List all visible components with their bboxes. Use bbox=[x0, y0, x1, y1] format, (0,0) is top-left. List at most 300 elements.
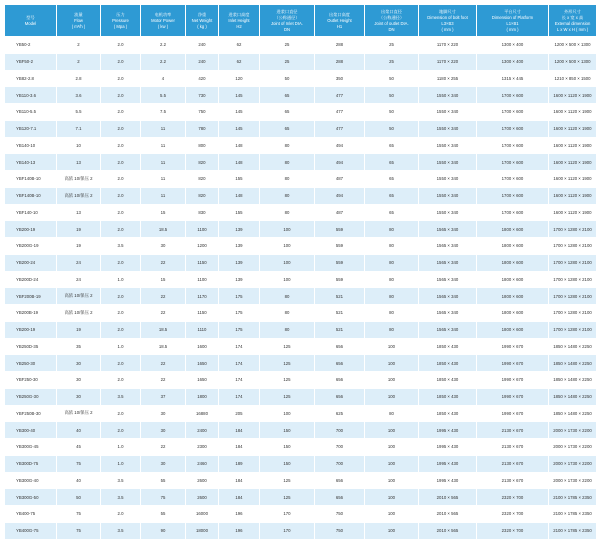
table-cell: 100 bbox=[365, 489, 419, 506]
header-line: H2 bbox=[236, 23, 242, 29]
table-cell: 3.5 bbox=[101, 472, 141, 489]
table-cell: 22 bbox=[141, 372, 186, 389]
table-cell: 350 bbox=[315, 70, 365, 87]
header-line: Flow bbox=[74, 17, 83, 23]
table-cell: 240 bbox=[186, 37, 219, 54]
table-cell: 1.0 bbox=[101, 271, 141, 288]
table-cell: 2130 × 670 bbox=[477, 472, 549, 489]
header-line: 长 x 宽 x 高 bbox=[561, 14, 584, 20]
model-cell: YB200-24 bbox=[5, 254, 57, 271]
table-cell: 2000 × 1730 × 2200 bbox=[549, 422, 597, 439]
model-cell: YB200D-24 bbox=[5, 271, 57, 288]
table-cell: 1550 × 340 bbox=[419, 187, 477, 204]
table-cell: 1170 × 220 bbox=[419, 53, 477, 70]
table-cell: 148 bbox=[219, 154, 260, 171]
table-row bbox=[5, 439, 597, 456]
table-cell: 37 bbox=[141, 388, 186, 405]
table-row bbox=[5, 53, 597, 70]
table-cell: 2000 × 1730 × 2200 bbox=[549, 472, 597, 489]
table-cell: 2.0 bbox=[101, 171, 141, 188]
table-cell: 100 bbox=[365, 522, 419, 539]
column-header bbox=[419, 5, 477, 37]
table-cell: 2320 × 700 bbox=[477, 489, 549, 506]
table-cell: 1180 × 255 bbox=[419, 70, 477, 87]
table-cell: 1200 × 500 × 1300 bbox=[549, 53, 597, 70]
table-cell: 高浓 10/保压 2 bbox=[57, 405, 101, 422]
table-cell: 175 bbox=[219, 321, 260, 338]
table-cell: 65 bbox=[365, 171, 419, 188]
table-row bbox=[5, 321, 597, 338]
table-cell: 24 bbox=[57, 254, 101, 271]
table-cell: 1550 × 340 bbox=[419, 171, 477, 188]
table-cell: 1700 × 600 bbox=[477, 137, 549, 154]
header-line: ( kw ) bbox=[157, 23, 169, 29]
header-line: DN bbox=[388, 26, 395, 32]
table-cell: 2.0 bbox=[101, 355, 141, 372]
table-cell: 75 bbox=[57, 522, 101, 539]
table-row bbox=[5, 355, 597, 372]
table-cell: 1800 × 600 bbox=[477, 254, 549, 271]
table-cell: 13 bbox=[57, 204, 101, 221]
header-line: ( Mpa ) bbox=[113, 23, 128, 29]
table-cell: 2460 bbox=[186, 455, 219, 472]
table-cell: 7.1 bbox=[57, 120, 101, 137]
table-cell: 700 bbox=[315, 439, 365, 456]
table-cell: 25 bbox=[260, 37, 315, 54]
table-cell: 205 bbox=[219, 405, 260, 422]
table-cell: 100 bbox=[260, 405, 315, 422]
model-cell: YB140-10 bbox=[5, 137, 57, 154]
model-cell: YB300G-45 bbox=[5, 439, 57, 456]
table-cell: 2400 bbox=[186, 422, 219, 439]
table-row bbox=[5, 288, 597, 305]
table-row bbox=[5, 422, 597, 439]
table-cell: 730 bbox=[186, 87, 219, 104]
table-cell: 196 bbox=[219, 522, 260, 539]
header-row bbox=[5, 5, 597, 37]
table-cell: 1600 × 1120 × 1900 bbox=[549, 104, 597, 121]
table-cell: 1565 × 340 bbox=[419, 238, 477, 255]
table-cell: 90 bbox=[141, 522, 186, 539]
table-cell: 494 bbox=[315, 154, 365, 171]
table-cell: 1600 × 1120 × 1900 bbox=[549, 187, 597, 204]
table-cell: 196 bbox=[219, 506, 260, 523]
table-cell: 2000 × 1730 × 2200 bbox=[549, 439, 597, 456]
table-header bbox=[5, 5, 597, 37]
column-header bbox=[260, 5, 315, 37]
table-cell: 1565 × 340 bbox=[419, 271, 477, 288]
table-cell: 3.5 bbox=[101, 238, 141, 255]
column-header bbox=[477, 5, 549, 37]
table-cell: 22 bbox=[141, 305, 186, 322]
table-cell: 2.0 bbox=[101, 70, 141, 87]
table-cell: 1315 × 445 bbox=[477, 70, 549, 87]
table-cell: 487 bbox=[315, 171, 365, 188]
spec-table bbox=[4, 4, 597, 540]
table-cell: 1550 × 340 bbox=[419, 154, 477, 171]
table-cell: 1700 × 600 bbox=[477, 204, 549, 221]
table-cell: 1210 × 850 × 1500 bbox=[549, 70, 597, 87]
table-cell: 1300 × 400 bbox=[477, 37, 549, 54]
table-cell: 1700 × 1280 × 2100 bbox=[549, 238, 597, 255]
column-header bbox=[219, 5, 260, 37]
table-cell: 22 bbox=[141, 254, 186, 271]
table-cell: 80 bbox=[260, 288, 315, 305]
table-cell: 521 bbox=[315, 321, 365, 338]
table-cell: 1990 × 670 bbox=[477, 388, 549, 405]
model-cell: YBF140B-10 bbox=[5, 171, 57, 188]
table-cell: 22 bbox=[141, 288, 186, 305]
table-cell: 40 bbox=[57, 472, 101, 489]
table-cell: 175 bbox=[219, 305, 260, 322]
table-row bbox=[5, 221, 597, 238]
table-cell: 2.0 bbox=[101, 204, 141, 221]
model-cell: YB82-2.8 bbox=[5, 70, 57, 87]
table-cell: 100 bbox=[260, 238, 315, 255]
table-row bbox=[5, 204, 597, 221]
table-cell: 2.0 bbox=[101, 120, 141, 137]
table-cell: 2320 × 700 bbox=[477, 522, 549, 539]
model-cell: YB50-2 bbox=[5, 37, 57, 54]
model-cell: YBF250B-30 bbox=[5, 405, 57, 422]
table-cell: 16880 bbox=[186, 405, 219, 422]
table-cell: 1995 × 430 bbox=[419, 472, 477, 489]
table-cell: 125 bbox=[260, 372, 315, 389]
table-cell: 2100 × 1785 × 2350 bbox=[549, 489, 597, 506]
table-cell: 100 bbox=[365, 372, 419, 389]
table-cell: 700 bbox=[315, 455, 365, 472]
table-cell: 2300 bbox=[186, 439, 219, 456]
header-line: 进浆口高度 bbox=[228, 11, 250, 17]
table-cell: 139 bbox=[219, 238, 260, 255]
table-cell: 100 bbox=[365, 422, 419, 439]
model-cell: YBF140-10 bbox=[5, 204, 57, 221]
table-cell: 55 bbox=[141, 472, 186, 489]
table-cell: 100 bbox=[365, 455, 419, 472]
column-header bbox=[365, 5, 419, 37]
table-cell: 1170 bbox=[186, 288, 219, 305]
table-cell: 1.0 bbox=[101, 439, 141, 456]
table-cell: 1550 × 340 bbox=[419, 104, 477, 121]
table-row bbox=[5, 187, 597, 204]
table-cell: 1600 bbox=[186, 338, 219, 355]
table-cell: 80 bbox=[260, 137, 315, 154]
model-cell: YBF250-30 bbox=[5, 372, 57, 389]
table-cell: 477 bbox=[315, 104, 365, 121]
table-cell: 80 bbox=[365, 321, 419, 338]
table-cell: 1850 × 430 bbox=[419, 372, 477, 389]
column-header bbox=[141, 5, 186, 37]
table-cell: 1600 × 1120 × 1900 bbox=[549, 87, 597, 104]
table-cell: 1200 bbox=[186, 238, 219, 255]
column-header bbox=[549, 5, 597, 37]
table-cell: 155 bbox=[219, 204, 260, 221]
table-cell: 1700 × 1280 × 2100 bbox=[549, 321, 597, 338]
header-line: Model bbox=[24, 20, 37, 26]
table-cell: 11 bbox=[141, 154, 186, 171]
table-row bbox=[5, 388, 597, 405]
table-cell: 170 bbox=[260, 522, 315, 539]
table-cell: 1.0 bbox=[101, 455, 141, 472]
table-row bbox=[5, 238, 597, 255]
table-cell: 30 bbox=[141, 422, 186, 439]
header-line: Outlet Height bbox=[327, 17, 352, 23]
table-cell: 1600 × 1120 × 1900 bbox=[549, 137, 597, 154]
table-cell: 139 bbox=[219, 271, 260, 288]
table-cell: 1850 × 1480 × 2250 bbox=[549, 338, 597, 355]
table-cell: 100 bbox=[365, 388, 419, 405]
table-cell: 65 bbox=[365, 187, 419, 204]
table-cell: 1.0 bbox=[101, 338, 141, 355]
table-cell: 5.5 bbox=[141, 87, 186, 104]
table-cell: 2600 bbox=[186, 472, 219, 489]
table-cell: 2320 × 700 bbox=[477, 506, 549, 523]
table-cell: 1565 × 340 bbox=[419, 288, 477, 305]
header-line: 地脚尺寸 bbox=[439, 8, 456, 14]
table-row bbox=[5, 154, 597, 171]
table-cell: 1600 × 1120 × 1900 bbox=[549, 171, 597, 188]
header-line: DN bbox=[283, 26, 291, 32]
table-cell: 189 bbox=[219, 455, 260, 472]
table-cell: 11 bbox=[141, 137, 186, 154]
table-cell: 18.5 bbox=[141, 221, 186, 238]
table-cell: 820 bbox=[186, 187, 219, 204]
table-cell: 22 bbox=[141, 355, 186, 372]
table-cell: 145 bbox=[219, 87, 260, 104]
table-cell: 高浓 10/保压 2 bbox=[57, 171, 101, 188]
header-line: Motor Power bbox=[151, 17, 175, 23]
table-cell: 4 bbox=[141, 70, 186, 87]
table-cell: 80 bbox=[260, 204, 315, 221]
table-cell: 2.0 bbox=[101, 254, 141, 271]
table-cell: 62 bbox=[219, 53, 260, 70]
table-cell: 1600 × 1120 × 1900 bbox=[549, 120, 597, 137]
table-row bbox=[5, 104, 597, 121]
table-cell: 80 bbox=[365, 238, 419, 255]
table-cell: 830 bbox=[186, 204, 219, 221]
table-cell: 820 bbox=[186, 171, 219, 188]
table-cell: 1550 × 340 bbox=[419, 120, 477, 137]
table-cell: 3.5 bbox=[101, 388, 141, 405]
table-cell: 80 bbox=[260, 187, 315, 204]
table-cell: 1550 × 340 bbox=[419, 87, 477, 104]
table-cell: 1700 × 600 bbox=[477, 171, 549, 188]
header-line: 外形尺寸 bbox=[564, 8, 581, 14]
table-cell: 1100 bbox=[186, 271, 219, 288]
table-cell: 100 bbox=[365, 439, 419, 456]
table-cell: 521 bbox=[315, 288, 365, 305]
table-cell: 656 bbox=[315, 388, 365, 405]
table-cell: 2.2 bbox=[141, 37, 186, 54]
table-cell: 780 bbox=[186, 120, 219, 137]
model-cell: YB140-13 bbox=[5, 154, 57, 171]
table-cell: 45 bbox=[57, 439, 101, 456]
table-cell: 65 bbox=[365, 137, 419, 154]
table-cell: 1850 × 430 bbox=[419, 338, 477, 355]
table-cell: 1990 × 670 bbox=[477, 405, 549, 422]
model-cell: YBF50-2 bbox=[5, 53, 57, 70]
table-cell: 1565 × 340 bbox=[419, 305, 477, 322]
model-cell: YB300G-50 bbox=[5, 489, 57, 506]
table-cell: 40 bbox=[57, 422, 101, 439]
table-row bbox=[5, 305, 597, 322]
table-cell: 25 bbox=[365, 37, 419, 54]
header-line: Net Weight bbox=[191, 17, 213, 23]
table-cell: 1800 × 600 bbox=[477, 238, 549, 255]
header-line: 流量 bbox=[74, 11, 83, 17]
table-cell: 65 bbox=[365, 154, 419, 171]
table-cell: 120 bbox=[219, 70, 260, 87]
table-cell: 184 bbox=[219, 439, 260, 456]
table-cell: 750 bbox=[315, 506, 365, 523]
table-cell: 1110 bbox=[186, 321, 219, 338]
table-cell: 1700 × 1280 × 2100 bbox=[549, 305, 597, 322]
table-cell: 150 bbox=[260, 439, 315, 456]
table-cell: 145 bbox=[219, 104, 260, 121]
table-cell: 1800 bbox=[186, 388, 219, 405]
table-cell: 2.0 bbox=[101, 405, 141, 422]
table-cell: 100 bbox=[260, 254, 315, 271]
table-cell: 2010 × 565 bbox=[419, 522, 477, 539]
table-cell: 1800 × 600 bbox=[477, 305, 549, 322]
table-cell: 100 bbox=[365, 338, 419, 355]
table-cell: 100 bbox=[365, 472, 419, 489]
table-cell: 1600 × 1120 × 1900 bbox=[549, 154, 597, 171]
table-cell: 656 bbox=[315, 489, 365, 506]
table-cell: 420 bbox=[186, 70, 219, 87]
column-header bbox=[5, 5, 57, 37]
table-cell: 30 bbox=[141, 405, 186, 422]
model-cell: YBF200B-19 bbox=[5, 288, 57, 305]
header-line: 出浆口直径 bbox=[381, 8, 402, 14]
table-cell: 148 bbox=[219, 187, 260, 204]
table-cell: 13 bbox=[57, 154, 101, 171]
table-cell: 7.5 bbox=[141, 104, 186, 121]
table-cell: 65 bbox=[260, 120, 315, 137]
header-line: Dimension of Platform bbox=[491, 14, 534, 20]
table-row bbox=[5, 271, 597, 288]
table-cell: 125 bbox=[260, 355, 315, 372]
table-cell: 1700 × 600 bbox=[477, 87, 549, 104]
table-cell: 1550 × 340 bbox=[419, 204, 477, 221]
table-cell: 150 bbox=[260, 422, 315, 439]
table-cell: 30 bbox=[57, 388, 101, 405]
table-cell: 19 bbox=[57, 238, 101, 255]
table-cell: 25 bbox=[260, 53, 315, 70]
table-cell: 50 bbox=[57, 489, 101, 506]
table-cell: 1850 × 1480 × 2250 bbox=[549, 355, 597, 372]
table-cell: 174 bbox=[219, 338, 260, 355]
model-cell: YB300G-40 bbox=[5, 472, 57, 489]
model-cell: YB250G-30 bbox=[5, 388, 57, 405]
model-cell: YB200-19 bbox=[5, 321, 57, 338]
table-cell: 30 bbox=[57, 372, 101, 389]
table-cell: 75 bbox=[57, 506, 101, 523]
table-row bbox=[5, 171, 597, 188]
table-cell: 1700 × 1280 × 2100 bbox=[549, 288, 597, 305]
table-cell: 656 bbox=[315, 472, 365, 489]
table-cell: 288 bbox=[315, 53, 365, 70]
table-cell: 2100 × 1785 × 2350 bbox=[549, 522, 597, 539]
table-cell: 1700 × 600 bbox=[477, 104, 549, 121]
table-cell: 1565 × 340 bbox=[419, 321, 477, 338]
table-cell: 25 bbox=[365, 53, 419, 70]
table-cell: 1200 × 500 × 1300 bbox=[549, 37, 597, 54]
table-cell: 5.5 bbox=[57, 104, 101, 121]
table-row bbox=[5, 405, 597, 422]
table-cell: 80 bbox=[260, 154, 315, 171]
table-cell: 3.5 bbox=[101, 489, 141, 506]
table-cell: 80 bbox=[365, 305, 419, 322]
table-row bbox=[5, 372, 597, 389]
table-cell: 174 bbox=[219, 388, 260, 405]
column-header bbox=[186, 5, 219, 37]
model-cell: YB200G-19 bbox=[5, 238, 57, 255]
header-line: Joint of Inlet DIA. bbox=[271, 20, 303, 26]
header-line: External dimension bbox=[554, 20, 591, 26]
table-cell: 125 bbox=[260, 388, 315, 405]
table-cell: 75 bbox=[141, 489, 186, 506]
table-cell: 1650 bbox=[186, 372, 219, 389]
table-cell: 1700 × 1280 × 2100 bbox=[549, 271, 597, 288]
table-cell: 11 bbox=[141, 120, 186, 137]
model-cell: YB300D-75 bbox=[5, 455, 57, 472]
table-cell: 50 bbox=[365, 87, 419, 104]
header-line: Pressure bbox=[112, 17, 129, 23]
table-cell: 80 bbox=[365, 271, 419, 288]
model-cell: YB200B-19 bbox=[5, 305, 57, 322]
table-cell: 1850 × 430 bbox=[419, 405, 477, 422]
model-cell: YB110-5.5 bbox=[5, 104, 57, 121]
table-cell: 1300 × 400 bbox=[477, 53, 549, 70]
table-cell: 240 bbox=[186, 53, 219, 70]
table-cell: 50 bbox=[365, 104, 419, 121]
header-line: Inlet Height bbox=[228, 17, 250, 23]
table-cell: 494 bbox=[315, 187, 365, 204]
table-cell: 80 bbox=[260, 171, 315, 188]
table-cell: 1850 × 430 bbox=[419, 388, 477, 405]
table-cell: 184 bbox=[219, 472, 260, 489]
table-cell: 2.0 bbox=[101, 288, 141, 305]
table-row bbox=[5, 455, 597, 472]
table-cell: 1995 × 430 bbox=[419, 455, 477, 472]
table-cell: 1100 bbox=[186, 221, 219, 238]
header-line: 出浆口高度 bbox=[329, 11, 350, 17]
header-line: L3×B3 bbox=[441, 20, 454, 26]
table-cell: 559 bbox=[315, 221, 365, 238]
table-cell: 100 bbox=[365, 506, 419, 523]
table-cell: 2.0 bbox=[101, 87, 141, 104]
table-cell: 35 bbox=[57, 338, 101, 355]
table-cell: 10 bbox=[57, 137, 101, 154]
table-cell: 1550 × 340 bbox=[419, 137, 477, 154]
header-line: ( m³/h ) bbox=[71, 23, 86, 29]
table-cell: 1700 × 600 bbox=[477, 187, 549, 204]
table-cell: 18000 bbox=[186, 522, 219, 539]
table-cell: 62 bbox=[219, 37, 260, 54]
model-cell: YB400-75 bbox=[5, 506, 57, 523]
table-cell: 1850 × 430 bbox=[419, 355, 477, 372]
table-cell: 24 bbox=[57, 271, 101, 288]
model-cell: YB400G-75 bbox=[5, 522, 57, 539]
table-cell: 11 bbox=[141, 187, 186, 204]
table-cell: 125 bbox=[260, 472, 315, 489]
table-cell: 559 bbox=[315, 271, 365, 288]
table-cell: 2000 × 1730 × 2200 bbox=[549, 455, 597, 472]
table-cell: 19 bbox=[57, 221, 101, 238]
table-cell: 50 bbox=[260, 70, 315, 87]
table-cell: 80 bbox=[365, 254, 419, 271]
